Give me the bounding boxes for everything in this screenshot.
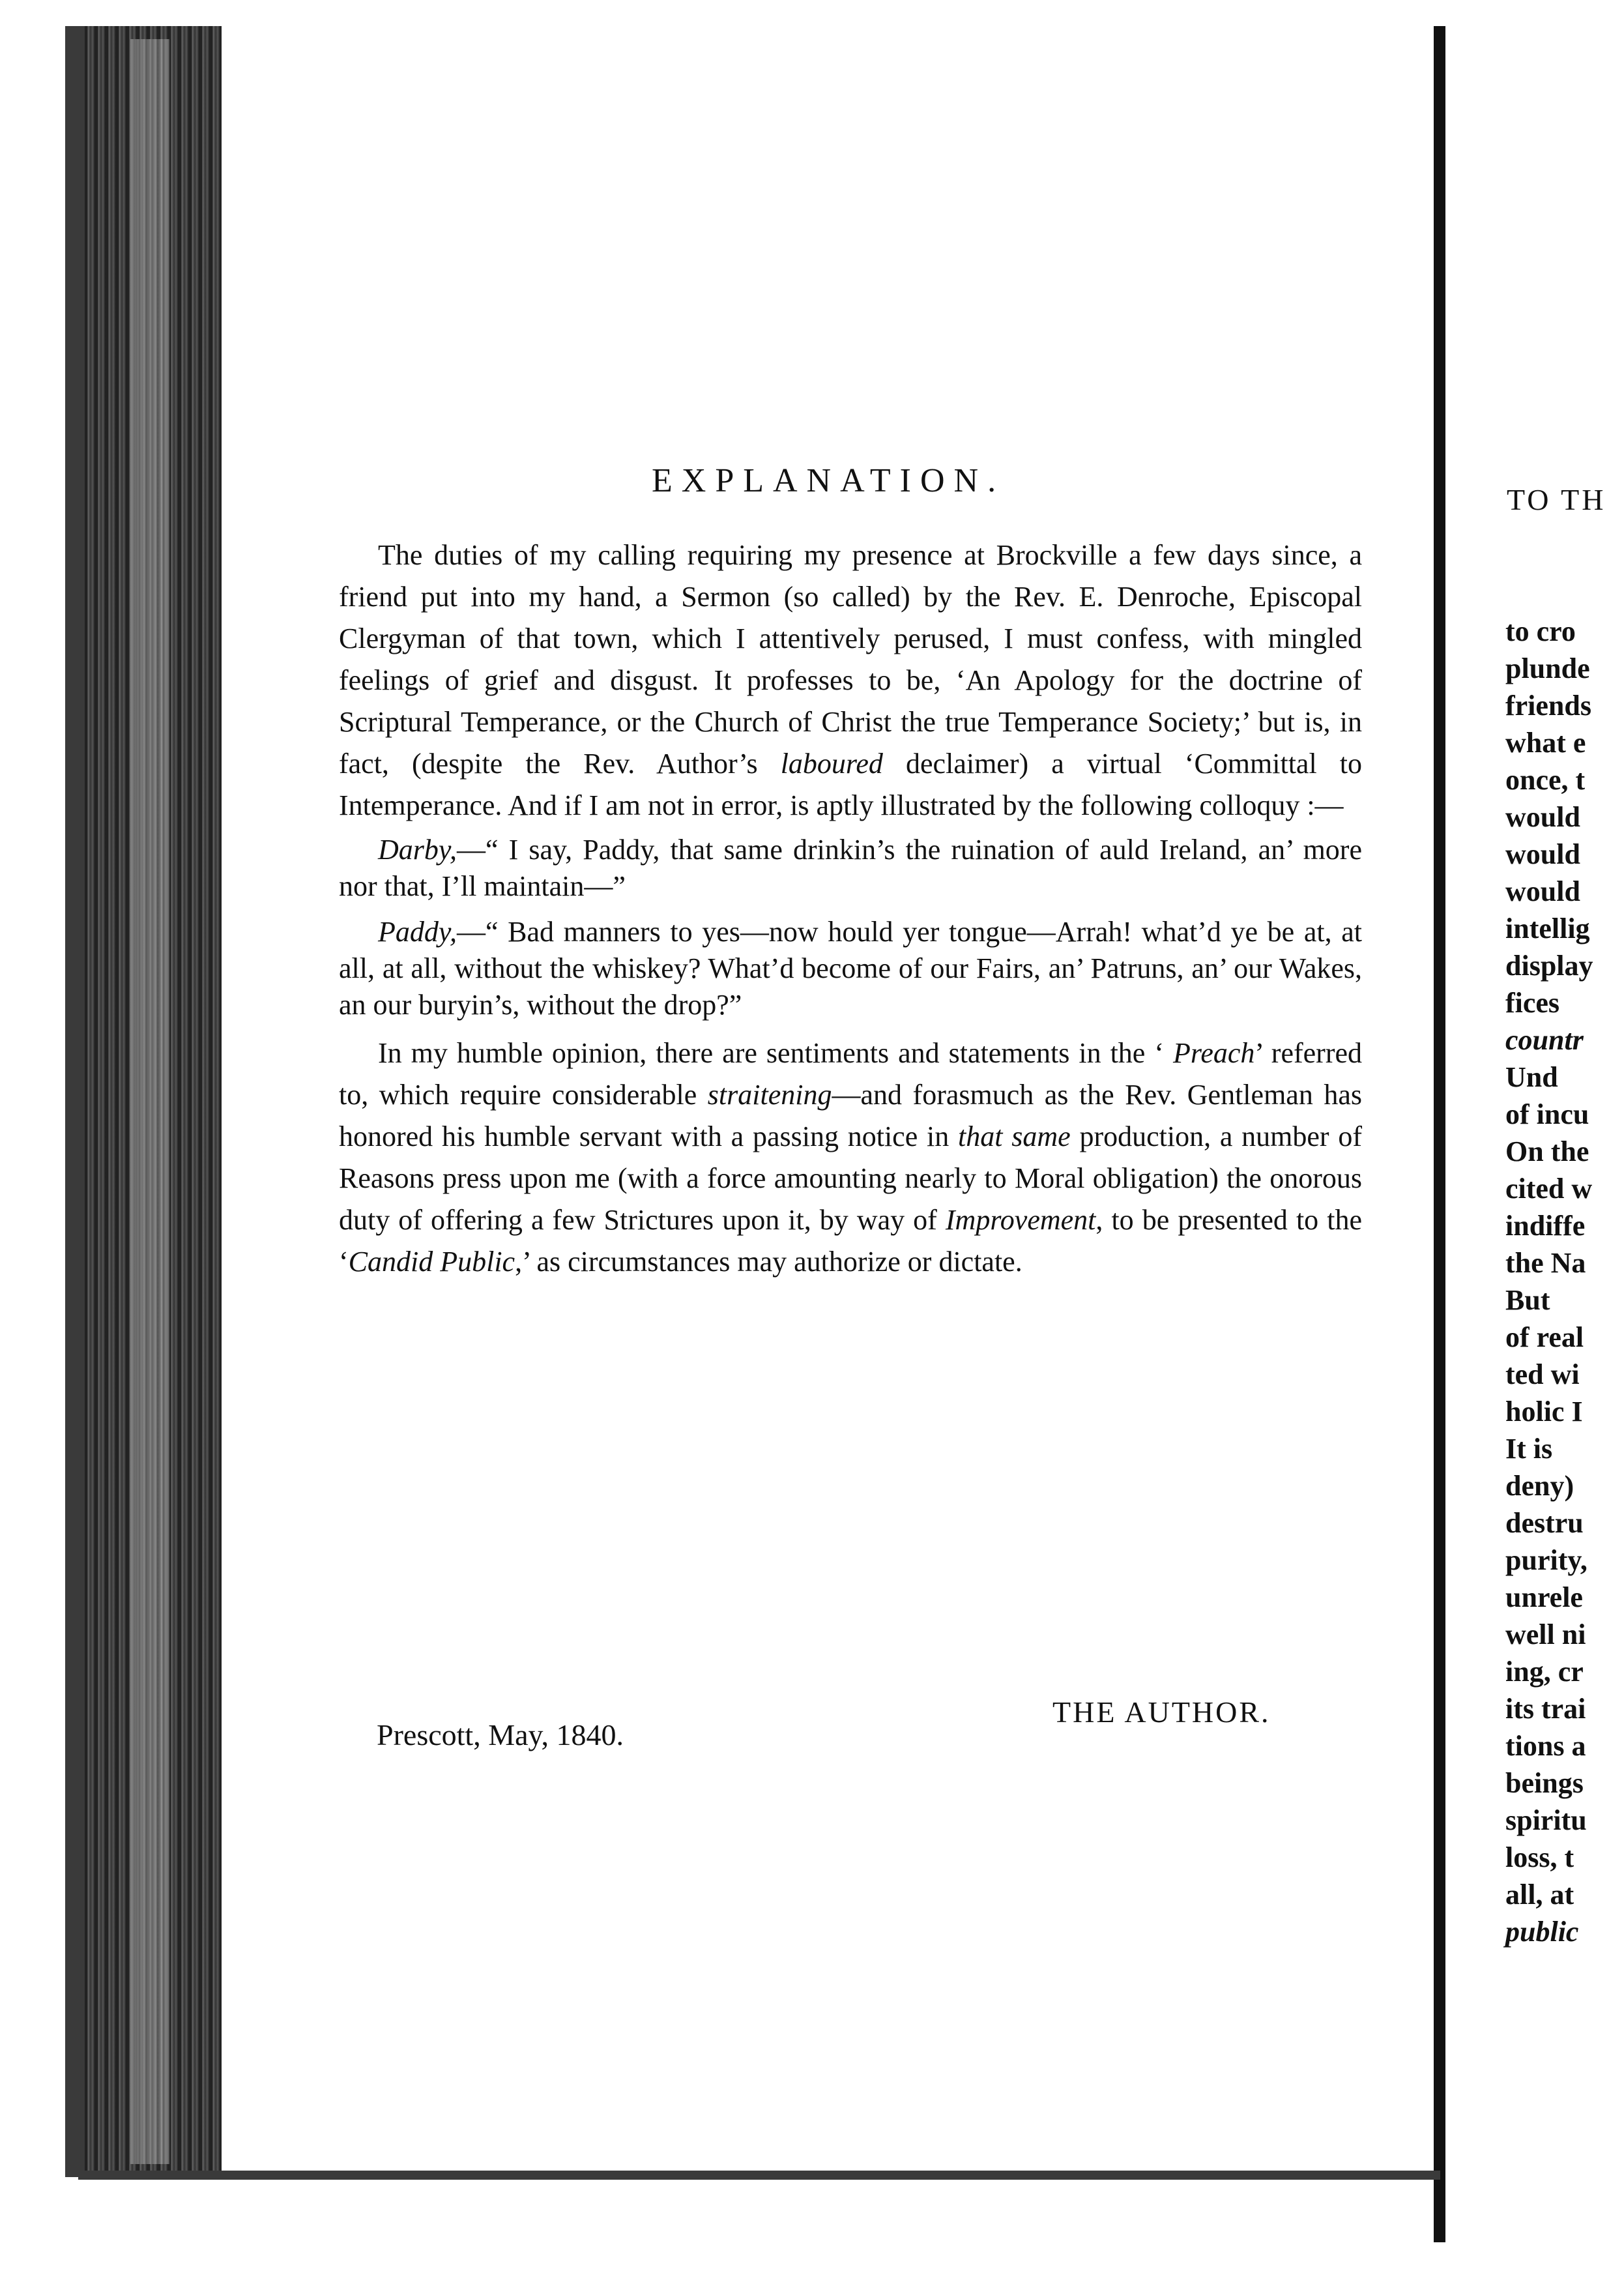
explanation-body [339, 534, 1362, 1288]
right-page-line: would [1505, 838, 1580, 870]
text-run: In my humble opinion, there are sentiments and statements in the ‘ [378, 1037, 1173, 1069]
text-run: —and forasmuch as the Rev. Gentleman has honored his humble servant with a passing notice in [339, 1079, 1362, 1152]
right-page-line: its trai [1505, 1693, 1586, 1725]
right-page-line: to cro [1505, 615, 1576, 647]
right-page-line: holic I [1505, 1396, 1583, 1428]
right-page-line: tions a [1505, 1730, 1586, 1762]
text-run: —“ Bad manners to yes—now hould yer tongue—Arrah! what’d ye be at, at all, at all, without the whiskey? What’d become of our Fairs, an’ Patruns, an’ our Wakes, an our buryin’s, without the drop?” [339, 916, 1362, 1021]
italic-run: Improvement [945, 1204, 1096, 1236]
right-page-line: well ni [1505, 1618, 1586, 1650]
right-page-line: indiffe [1505, 1210, 1586, 1242]
right-page-line: cited w [1505, 1173, 1593, 1205]
right-page-line: the Na [1505, 1247, 1586, 1279]
page-gutter [1434, 26, 1445, 2242]
text-run: , to be presented to the ‘ [339, 1204, 1362, 1278]
place-and-date: Prescott, May, 1840. [377, 1718, 624, 1751]
right-page-line: unrele [1505, 1581, 1583, 1613]
right-page-line: friends [1505, 690, 1591, 722]
right-page-line: Und [1505, 1061, 1558, 1093]
right-page-line: ted wi [1505, 1358, 1580, 1390]
right-page-line: loss, t [1505, 1841, 1574, 1873]
right-page-line: destru [1505, 1507, 1584, 1539]
dialogue-paragraph [339, 914, 1362, 1023]
right-page-lines [1505, 613, 1593, 1950]
right-page-line: purity, [1505, 1544, 1588, 1576]
right-page-line: of incu [1505, 1098, 1589, 1130]
right-page-line: deny) [1505, 1470, 1574, 1502]
right-page-line: fices [1505, 987, 1560, 1019]
italic-run: laboured [780, 748, 883, 780]
right-page-line: would [1505, 875, 1580, 907]
right-page-line: intellig [1505, 913, 1590, 944]
author-signature: THE AUTHOR. [1052, 1695, 1271, 1729]
right-page-line: plunde [1505, 652, 1590, 684]
text-run: ,’ as circumstances may authorize or dictate. [515, 1246, 1022, 1278]
body-paragraph [339, 1032, 1362, 1283]
right-page-line: display [1505, 950, 1593, 982]
italic-run: Paddy, [378, 916, 457, 948]
text-run: declaimer) a virtual ‘Committal to Intemperance. And if I am not in error, is aptly illustrated by the following colloquy :— [339, 748, 1362, 821]
right-page-heading: TO TH [1507, 483, 1606, 516]
italic-run: that same [958, 1120, 1071, 1152]
right-page-line: would [1505, 801, 1580, 833]
right-page-line: what e [1505, 727, 1586, 759]
page-bottom-edge [78, 2171, 1440, 2180]
text-run: production, a number of Reasons press upon me (with a force amounting nearly to Moral obligation) the onorous duty of offering a few Strictures upon it, by way of [339, 1120, 1362, 1236]
text-run: —“ I say, Paddy, that same drinkin’s the ruination of auld Ireland, an’ more nor that, I’ll maintain—” [339, 834, 1362, 902]
right-page-line: public [1505, 1916, 1579, 1948]
italic-run: Candid Public [348, 1246, 515, 1278]
right-page-line: It is [1505, 1433, 1553, 1465]
right-page-line: spiritu [1505, 1804, 1587, 1836]
page-edges-highlight [130, 39, 169, 2164]
right-page-line: But [1505, 1284, 1550, 1316]
right-page-fragment [1445, 26, 1624, 2242]
text-run: ’ referred to, which require considerable [339, 1037, 1362, 1111]
text-run: The duties of my calling requiring my presence at Brockville a few days since, a friend put into my hand, a Sermon (so called) by the Rev. E. Denroche, Episcopal Clergyman of that town, which I attentively perused, I must confess, with mingled feelings of grief and disgust. It professes to be, ‘An Apology for the doctrine of Scriptural Temperance, or the Church of Christ the true Temperance Society;’ but is, in fact, (despite the Rev. Author’s [339, 539, 1362, 780]
right-page-line: all, at [1505, 1879, 1574, 1911]
right-page-line: of real [1505, 1321, 1584, 1353]
right-page-line: beings [1505, 1767, 1584, 1799]
right-page-line: On the [1505, 1135, 1589, 1167]
right-page-line: countr [1505, 1024, 1584, 1056]
body-paragraph [339, 534, 1362, 827]
italic-run: straitening [707, 1079, 832, 1111]
right-page-line: ing, cr [1505, 1656, 1584, 1688]
italic-run: Darby, [378, 834, 457, 866]
dialogue-paragraph [339, 832, 1362, 905]
right-page-line: once, t [1505, 764, 1586, 796]
page-title: EXPLANATION. [652, 462, 1006, 499]
italic-run: Preach [1172, 1037, 1255, 1069]
